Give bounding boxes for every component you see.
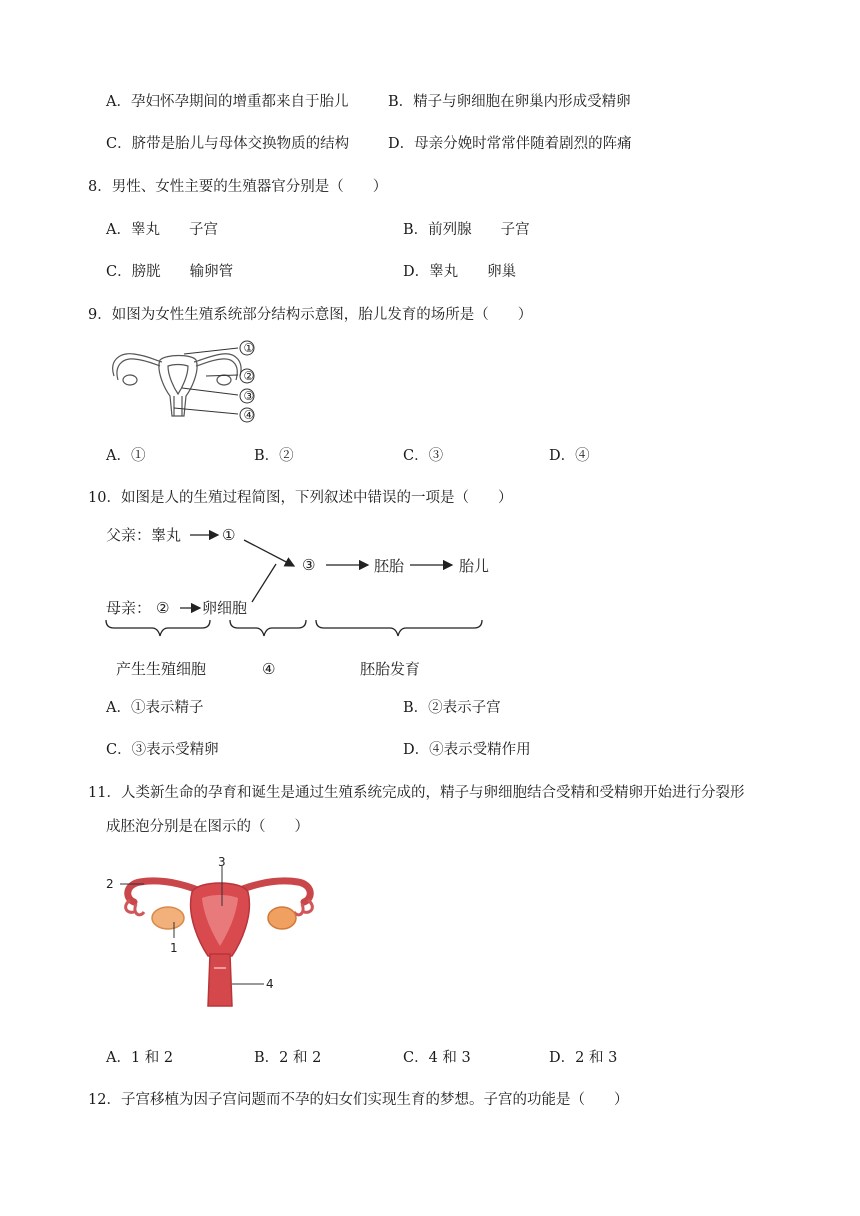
- q8-option-a: A．睾丸 子宫: [106, 222, 218, 238]
- q7-option-a: A．孕妇怀孕期间的增重都来自于胎儿: [106, 94, 349, 110]
- diagram2-label-1: 1: [170, 941, 178, 955]
- q8-option-d: D．睾丸 卵巢: [403, 264, 517, 280]
- node-1: ①: [222, 526, 236, 544]
- diagram2-label-2: 2: [106, 877, 114, 891]
- q8-stem: 8．男性、女性主要的生殖器官分别是（ ）: [88, 179, 388, 195]
- q11-option-c: C．4 和 3: [403, 1050, 471, 1066]
- q11-option-a: A．1 和 2: [106, 1050, 174, 1066]
- diagram-label-2: ②: [243, 369, 255, 383]
- q9-option-c: C．③: [403, 448, 444, 464]
- diagram2-label-3: 3: [218, 856, 226, 869]
- fetus-label: 胎儿: [459, 557, 490, 575]
- q10-stem: 10．如图是人的生殖过程简图，下列叙述中错误的一项是（ ）: [88, 490, 513, 506]
- mother-label: 母亲：: [106, 599, 152, 617]
- left-ovary: [152, 907, 184, 929]
- node-3: ③: [302, 556, 316, 574]
- q11-stem-line2: 成胚泡分别是在图示的（ ）: [106, 819, 309, 835]
- q10-option-c: C．③表示受精卵: [106, 742, 219, 758]
- q7-option-c: C．脐带是胎儿与母体交换物质的结构: [106, 136, 350, 152]
- q11-option-b: B．2 和 2: [254, 1050, 322, 1066]
- q11-stem-line1: 11．人类新生命的孕育和诞生是通过生殖系统完成的，精子与卵细胞结合受精和受精卵开始进行分裂形: [88, 785, 745, 801]
- q9-option-d: D．④: [549, 448, 590, 464]
- pointer-line-4: [174, 408, 238, 414]
- q8-option-c: C．膀胱 输卵管: [106, 264, 234, 280]
- q9-option-b: B．②: [254, 448, 294, 464]
- female-reproductive-diagram-small: [104, 336, 264, 426]
- pointer-line-1: [184, 348, 238, 354]
- diagram2-label-4: 4: [266, 977, 274, 991]
- q11-option-d: D．2 和 3: [549, 1050, 618, 1066]
- diagram-label-4: ④: [243, 408, 255, 422]
- q9-option-a: A．①: [106, 448, 146, 464]
- embryo-label: 胚胎: [374, 557, 405, 575]
- node-2: ②: [156, 599, 170, 617]
- reproduction-process-diagram: [104, 516, 504, 682]
- pointer-line-3: [182, 388, 238, 395]
- diagram-label-1: ①: [243, 341, 255, 355]
- q7-option-b: B．精子与卵细胞在卵巢内形成受精卵: [388, 94, 631, 110]
- q8-option-b: B．前列腺 子宫: [403, 222, 530, 238]
- q7-option-d: D．母亲分娩时常常伴随着剧烈的阵痛: [388, 136, 632, 152]
- diagram-label-3: ③: [243, 389, 255, 403]
- female-reproductive-diagram-color: [104, 856, 328, 1012]
- q9-stem: 9．如图为女性生殖系统部分结构示意图，胎儿发育的场所是（ ）: [88, 307, 533, 323]
- father-label: 父亲：睾丸: [106, 526, 182, 544]
- pointer-line-2: [206, 375, 238, 376]
- q10-option-d: D．④表示受精作用: [403, 742, 531, 758]
- q12-stem: 12．子宫移植为因子宫问题而不孕的妇女们实现生育的梦想。子宫的功能是（ ）: [88, 1092, 629, 1108]
- right-ovary: [268, 907, 296, 929]
- vagina: [208, 954, 232, 1006]
- egg-label: 卵细胞: [202, 599, 248, 617]
- label-embryo-development: 胚胎发育: [360, 660, 421, 678]
- node-4: ④: [262, 660, 276, 678]
- q10-option-b: B．②表示子宫: [403, 700, 501, 716]
- q10-option-a: A．①表示精子: [106, 700, 204, 716]
- label-produce-cells: 产生生殖细胞: [116, 660, 207, 678]
